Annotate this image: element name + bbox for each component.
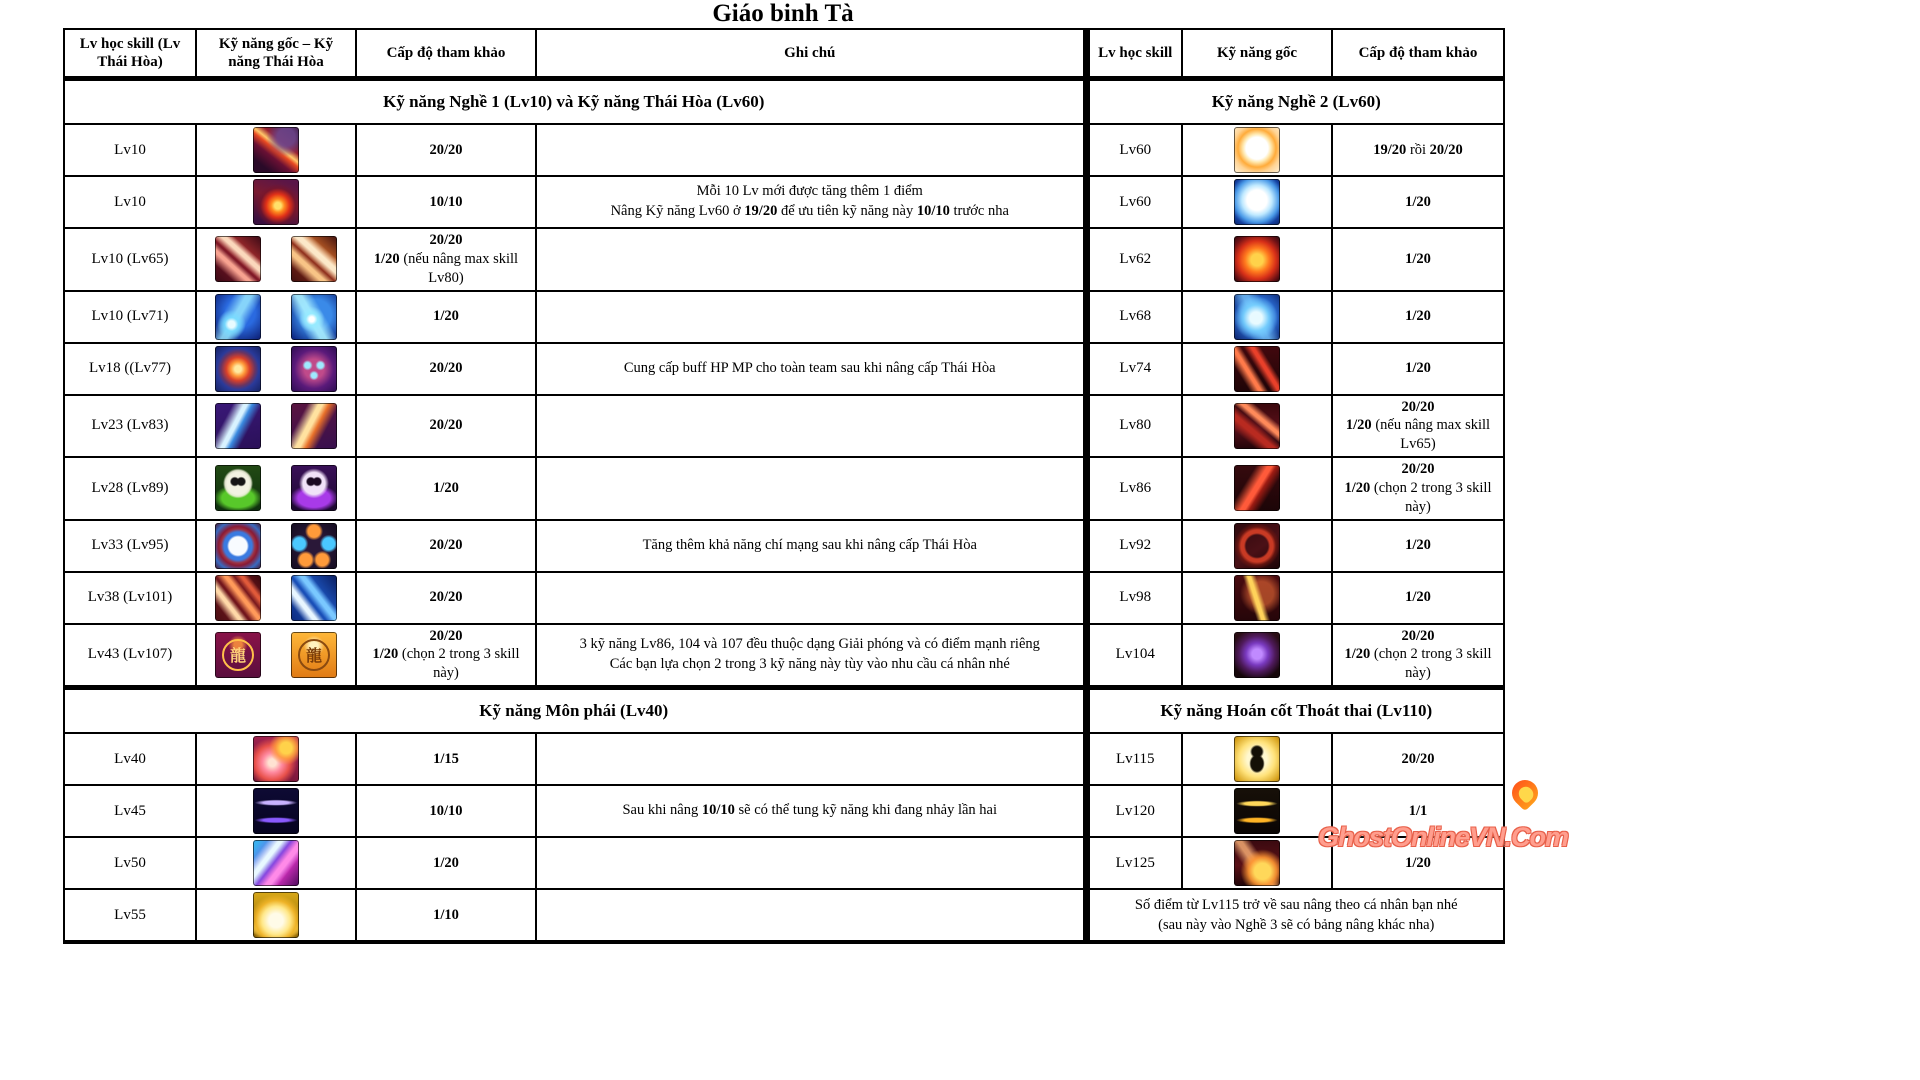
skill-icons-cell [1182,733,1332,785]
column-header: Lv học skill [1086,29,1182,79]
lv-cell: Lv40 [64,733,196,785]
skill-icon-group [1188,736,1326,782]
skill-icon-group [202,840,350,886]
table-row [64,395,1504,458]
header-row [64,29,1504,79]
skill-icons-cell [1182,291,1332,343]
note-cell: 3 kỹ năng Lv86, 104 và 107 đều thuộc dạng Giải phóng và có điểm mạnh riêng Các bạn lựa chọn 2 trong 3 kỹ năng này tùy vào nhu cầu cá nhân nhé [536,624,1086,688]
skill-icons-cell [196,457,356,520]
golden-crescents-icon [1234,788,1280,834]
ref-level-cell: 19/20 rồi 20/20 [1332,124,1504,176]
skill-icons-cell [1182,176,1332,228]
ref-level-cell: 20/20 1/20 (chọn 2 trong 3 skill này) [1332,457,1504,520]
lv-cell: Lv115 [1086,733,1182,785]
lv-cell: Lv86 [1086,457,1182,520]
skill-icons-cell [1182,520,1332,572]
skill-icon-group [1188,403,1326,449]
lv-cell: Lv60 [1086,176,1182,228]
ref-level-cell: 1/10 [356,889,536,942]
skill-icons-cell [196,228,356,291]
ref-level-cell: 1/20 [1332,572,1504,624]
lv-cell: Lv98 [1086,572,1182,624]
flame-hands-icon [1234,840,1280,886]
section-header-row [64,688,1504,734]
ref-level-cell: 20/20 1/20 (nếu nâng max skill Lv65) [1332,395,1504,458]
lv-cell: Lv18 ((Lv77) [64,343,196,395]
lightning-slash-icon [215,403,261,449]
skill-icon-group [1188,179,1326,225]
skill-icon-group [1188,465,1326,511]
skill-icons-cell [1182,785,1332,837]
ref-level-cell: 20/20 [356,124,536,176]
skill-icon-group [202,736,350,782]
fire-spirit-icon [1234,236,1280,282]
crystal-slash-icon [253,840,299,886]
skill-icon-group [202,236,350,282]
lv-cell: Lv23 (Lv83) [64,395,196,458]
skill-icon-group [1188,788,1326,834]
ref-level-cell: 1/1 [1332,785,1504,837]
skill-icon-group [1188,294,1326,340]
table-row [64,572,1504,624]
dragon-seal-icon [215,632,261,678]
lv-cell: Lv55 [64,889,196,942]
lv-cell: Lv33 (Lv95) [64,520,196,572]
table-row [64,291,1504,343]
skill-icons-cell [196,733,356,785]
note-cell [536,889,1086,942]
skill-icon-group [202,632,350,678]
ref-level-cell: 20/20 [356,520,536,572]
ref-level-cell: 10/10 [356,176,536,228]
note-cell [536,837,1086,889]
flame-spiral-icon [253,179,299,225]
blood-slash-icon [1234,465,1280,511]
radiant-orb-icon [1234,127,1280,173]
ref-level-cell: 20/20 [356,343,536,395]
lv-cell: Lv120 [1086,785,1182,837]
note-cell: Tăng thêm khả năng chí mạng sau khi nâng cấp Thái Hòa [536,520,1086,572]
lv-cell: Lv68 [1086,291,1182,343]
purple-skull-curse-icon [291,465,337,511]
ref-level-cell: 1/20 [1332,291,1504,343]
arcane-ring-buff-icon [291,346,337,392]
ref-level-cell: 20/20 [356,572,536,624]
dark-emblem-icon [1234,632,1280,678]
column-header: Cấp độ tham khảo [1332,29,1504,79]
lv-cell: Lv43 (Lv107) [64,624,196,688]
claw-strike-icon [215,236,261,282]
skill-icons-cell [196,124,356,176]
ref-level-cell: 1/20 [356,291,536,343]
flame-claw-icon [253,736,299,782]
skill-icons-cell [1182,837,1332,889]
table-row [64,457,1504,520]
ref-level-cell: 20/20 1/20 (nếu nâng max skill Lv80) [356,228,536,291]
lv-cell: Lv28 (Lv89) [64,457,196,520]
crimson-claw-icon [1234,403,1280,449]
ref-level-cell: 1/20 [1332,520,1504,572]
lv-cell: Lv38 (Lv101) [64,572,196,624]
skill-icon-group [1188,236,1326,282]
table-row [64,785,1504,837]
skill-icon-group [1188,575,1326,621]
ref-level-cell: 10/10 [356,785,536,837]
skill-icon-group [202,465,350,511]
blue-arrow-barrage-icon [291,575,337,621]
table-row [64,520,1504,572]
page-title: Giáo binh Tà [712,0,854,27]
dragon-seal-gold-icon [291,632,337,678]
skill-icons-cell [1182,624,1332,688]
skill-icon-group [202,575,350,621]
skill-icon-group [202,523,350,569]
skill-icon-group [1188,632,1326,678]
lv-cell: Lv62 [1086,228,1182,291]
note-cell [536,228,1086,291]
skill-icon-group [202,403,350,449]
blue-vortex-icon [215,294,261,340]
lv-cell: Lv60 [1086,124,1182,176]
ref-level-cell: 1/20 [1332,228,1504,291]
skill-icon-group [202,127,350,173]
crit-emblem-taihoa-icon [291,523,337,569]
column-header: Ghi chú [536,29,1086,79]
lv-cell: Lv104 [1086,624,1182,688]
skill-icons-cell [1182,572,1332,624]
table-row [64,228,1504,291]
table-row [64,176,1504,228]
section-header-row [64,79,1504,125]
lv-cell: Lv80 [1086,395,1182,458]
golden-spear-icon [1234,575,1280,621]
crit-emblem-icon [215,523,261,569]
skill-icon-group [202,892,350,938]
skill-icons-cell [196,624,356,688]
skill-icons-cell [1182,457,1332,520]
lv-cell: Lv10 [64,176,196,228]
water-vortex-icon [1234,294,1280,340]
skill-icon-group [202,179,350,225]
section-title: Kỹ năng Nghề 2 (Lv60) [1086,79,1504,125]
table-row [64,733,1504,785]
skill-icon-group [1188,523,1326,569]
watermark: GhostOnlineVN.Com [1318,822,1569,852]
skill-icons-cell [196,889,356,942]
blue-vortex-taihoa-icon [291,294,337,340]
ref-level-cell: 1/15 [356,733,536,785]
column-header: Kỹ năng gốc [1182,29,1332,79]
double-jump-icon [253,788,299,834]
hero-burst-icon [1234,736,1280,782]
column-header: Lv học skill (Lv Thái Hòa) [64,29,196,79]
footer-note-cell: Số điểm từ Lv115 trở về sau nâng theo cá nhân bạn nhé (sau này vào Nghề 3 sẽ có bảng nâng khác nha) [1086,889,1504,942]
ref-level-cell: 1/20 [1332,176,1504,228]
skill-icon-group [202,788,350,834]
lv-cell: Lv92 [1086,520,1182,572]
skill-icons-cell [196,520,356,572]
skill-icon-group [202,346,350,392]
ref-level-cell: 20/20 [1332,733,1504,785]
column-header: Cấp độ tham khảo [356,29,536,79]
ref-level-cell: 1/20 [1332,837,1504,889]
green-skull-curse-icon [215,465,261,511]
section-title: Kỹ năng Môn phái (Lv40) [64,688,1086,734]
lv-cell: Lv10 [64,124,196,176]
lv-cell: Lv74 [1086,343,1182,395]
blood-circle-icon [1234,523,1280,569]
flame-icon [1507,775,1544,812]
skill-icons-cell [196,176,356,228]
dragon-glyph: 龍 [298,639,330,671]
lv-cell: Lv10 (Lv65) [64,228,196,291]
table-row [64,124,1504,176]
skill-icons-cell [196,291,356,343]
table-row [64,343,1504,395]
note-cell: Mỗi 10 Lv mới được tăng thêm 1 điểm Nâng Kỹ năng Lv60 ở 19/20 để ưu tiên kỹ năng này 10/10 trước nha [536,176,1086,228]
lv-cell: Lv50 [64,837,196,889]
column-header: Kỹ năng gốc – Kỹ năng Thái Hòa [196,29,356,79]
skill-icons-cell [196,343,356,395]
flame-slash-taihoa-icon [291,403,337,449]
slash-strike-icon [253,127,299,173]
skill-icons-cell [196,837,356,889]
ref-level-cell: 1/20 [1332,343,1504,395]
skill-icon-group [1188,346,1326,392]
skill-icons-cell [196,395,356,458]
fire-ring-buff-icon [215,346,261,392]
section-title: Kỹ năng Nghề 1 (Lv10) và Kỹ năng Thái Hòa (Lv60) [64,79,1086,125]
skill-table [63,28,1505,944]
note-cell [536,733,1086,785]
note-cell [536,395,1086,458]
lv-cell: Lv10 (Lv71) [64,291,196,343]
skill-icon-group [202,294,350,340]
skill-icon-group [1188,840,1326,886]
table-row [64,837,1504,889]
note-cell: Sau khi nâng 10/10 sẽ có thể tung kỹ năng khi đang nhảy lần hai [536,785,1086,837]
skill-icons-cell [1182,228,1332,291]
ref-level-cell: 1/20 [356,457,536,520]
skill-icon-group [1188,127,1326,173]
ref-level-cell: 20/20 [356,395,536,458]
frost-orb-icon [1234,179,1280,225]
claw-strike-taihoa-icon [291,236,337,282]
table-row [64,889,1504,942]
note-cell [536,457,1086,520]
lv-cell: Lv45 [64,785,196,837]
dragon-glyph: 龍 [222,639,254,671]
skill-icons-cell [1182,124,1332,176]
crimson-slash-icon [1234,346,1280,392]
skill-table-body [64,29,1504,942]
ref-level-cell: 1/20 [356,837,536,889]
note-cell [536,124,1086,176]
ref-level-cell: 20/20 1/20 (chọn 2 trong 3 skill này) [356,624,536,688]
note-cell: Cung cấp buff HP MP cho toàn team sau khi nâng cấp Thái Hòa [536,343,1086,395]
skill-icons-cell [196,572,356,624]
lv-cell: Lv125 [1086,837,1182,889]
golden-lotus-icon [253,892,299,938]
skill-icons-cell [1182,343,1332,395]
red-arrow-barrage-icon [215,575,261,621]
section-title: Kỹ năng Hoán cốt Thoát thai (Lv110) [1086,688,1504,734]
note-cell [536,572,1086,624]
ref-level-cell: 20/20 1/20 (chọn 2 trong 3 skill này) [1332,624,1504,688]
skill-icons-cell [1182,395,1332,458]
note-cell [536,291,1086,343]
table-row [64,624,1504,688]
skill-icons-cell [196,785,356,837]
